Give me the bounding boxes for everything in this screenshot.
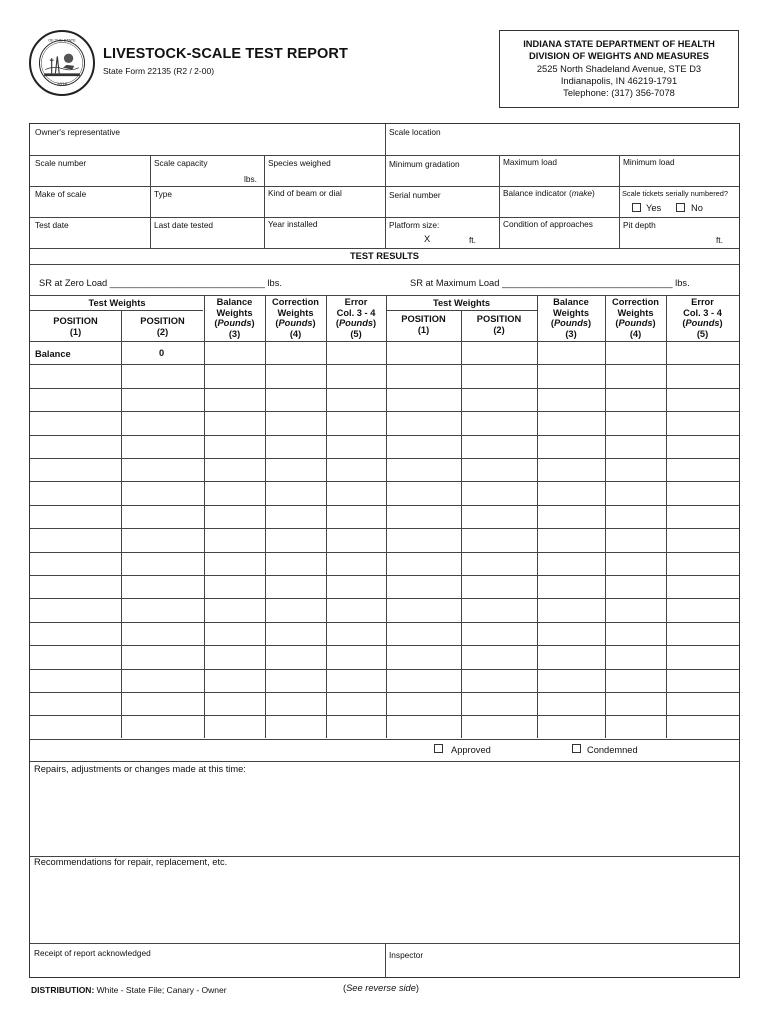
right-correction-weights-header: Correction Weights (Pounds) (4) xyxy=(611,297,659,339)
receipt-acknowledged-label: Receipt of report acknowledged xyxy=(34,948,151,958)
agency-box xyxy=(499,30,739,108)
tickets-numbered-label: Scale tickets serially numbered? xyxy=(622,189,728,198)
test-results-heading: TEST RESULTS xyxy=(349,251,420,261)
species-weighed-label: Species weighed xyxy=(268,158,331,168)
state-form-number: State Form 22135 (R2 / 2-00) xyxy=(103,66,215,76)
balance-indicator-label: Balance indicator (make) xyxy=(503,188,595,198)
right-balance-weights-header: Balance Weights (Pounds) (3) xyxy=(550,297,592,339)
left-balance-weights-header: Balance Weights (Pounds) (3) xyxy=(214,297,255,339)
state-seal xyxy=(29,30,95,96)
table-row xyxy=(30,692,739,693)
agency-address: 2525 North Shadeland Avenue, STE D3 xyxy=(536,63,702,74)
table-row xyxy=(30,669,739,670)
svg-text:1816: 1816 xyxy=(56,81,68,87)
left-position-2-header: POSITION (2) xyxy=(140,316,185,337)
platform-size-unit: ft. xyxy=(469,235,476,245)
table-row xyxy=(30,458,739,459)
table-row xyxy=(30,622,739,623)
table-row xyxy=(30,388,739,389)
table-row xyxy=(30,528,739,529)
see-reverse-note: (See reverse side) xyxy=(343,983,419,993)
table-row xyxy=(30,505,739,506)
left-correction-weights-header: Correction Weights (Pounds) (4) xyxy=(271,297,319,339)
scale-location-label: Scale location xyxy=(389,127,441,137)
left-error-header: Error Col. 3 - 4 (Pounds) (5) xyxy=(335,297,377,339)
recommendations-label: Recommendations for repair, replacement, etc. xyxy=(34,857,228,867)
inspector-label: Inspector xyxy=(389,950,424,960)
scale-capacity-label: Scale capacity xyxy=(154,158,208,168)
serial-number-label: Serial number xyxy=(389,190,441,200)
kind-of-beam-label: Kind of beam or dial xyxy=(268,188,342,198)
sr-zero-load: SR at Zero Load ______________________________ lbs. xyxy=(39,278,282,288)
agency-line-2: DIVISION OF WEIGHTS AND MEASURES xyxy=(529,51,709,62)
year-installed-label: Year installed xyxy=(268,219,318,229)
left-test-weights-header: Test Weights xyxy=(88,298,146,308)
agency-city: Indianapolis, IN 46219-1791 xyxy=(560,75,678,86)
agency-line-1: INDIANA STATE DEPARTMENT OF HEALTH xyxy=(523,39,715,49)
left-position-1-header: POSITION (1) xyxy=(53,316,98,337)
last-date-tested-label: Last date tested xyxy=(154,220,214,230)
platform-size-x: X xyxy=(424,234,431,244)
approved-checkbox[interactable] xyxy=(434,744,443,753)
report-form xyxy=(29,123,740,978)
table-row xyxy=(30,575,739,576)
right-error-header: Error Col. 3 - 4 (Pounds) (5) xyxy=(682,297,723,339)
no-checkbox[interactable] xyxy=(676,203,685,212)
scale-number-label: Scale number xyxy=(35,158,87,168)
agency-telephone: Telephone: (317) 356-7078 xyxy=(563,88,675,99)
balance-row-value: 0 xyxy=(159,348,165,358)
sr-maximum-load: SR at Maximum Load _________________________________ lbs. xyxy=(410,278,690,288)
table-row xyxy=(30,364,739,365)
right-test-weights-header: Test Weights xyxy=(433,298,490,308)
make-of-scale-label: Make of scale xyxy=(35,189,87,199)
type-label: Type xyxy=(154,189,172,199)
right-position-1-header: POSITION (1) xyxy=(401,314,446,335)
platform-size-label: Platform size: xyxy=(389,220,440,230)
maximum-load-label: Maximum load xyxy=(503,157,557,167)
right-position-2-header: POSITION (2) xyxy=(476,314,522,335)
test-date-label: Test date xyxy=(35,220,69,230)
table-row xyxy=(30,411,739,412)
svg-text:OF THE STATE: OF THE STATE xyxy=(48,37,76,43)
scale-capacity-unit: lbs. xyxy=(244,174,257,184)
table-row xyxy=(30,739,739,740)
table-row xyxy=(30,481,739,482)
owners-representative-label: Owner's representative xyxy=(35,127,121,137)
condition-of-approaches-label: Condition of approaches xyxy=(503,219,593,229)
pit-depth-unit: ft. xyxy=(716,235,723,245)
table-row xyxy=(30,715,739,716)
pit-depth-label: Pit depth xyxy=(623,220,656,230)
approved-label: Approved xyxy=(451,745,491,755)
form-title: LIVESTOCK-SCALE TEST REPORT xyxy=(103,46,348,62)
minimum-load-label: Minimum load xyxy=(623,157,675,167)
table-row xyxy=(30,552,739,553)
table-row xyxy=(30,598,739,599)
table-row xyxy=(30,435,739,436)
repairs-label: Repairs, adjustments or changes made at this time: xyxy=(34,764,246,774)
yes-label: Yes xyxy=(646,203,662,213)
no-label: No xyxy=(691,203,703,213)
minimum-gradation-label: Minimum gradation xyxy=(389,159,460,169)
condemned-checkbox[interactable] xyxy=(572,744,581,753)
distribution-note: DISTRIBUTION: White - State File; Canary - Owner xyxy=(31,985,227,995)
yes-checkbox[interactable] xyxy=(632,203,641,212)
balance-row-label: Balance xyxy=(35,349,71,359)
condemned-label: Condemned xyxy=(587,745,638,755)
table-row xyxy=(30,645,739,646)
